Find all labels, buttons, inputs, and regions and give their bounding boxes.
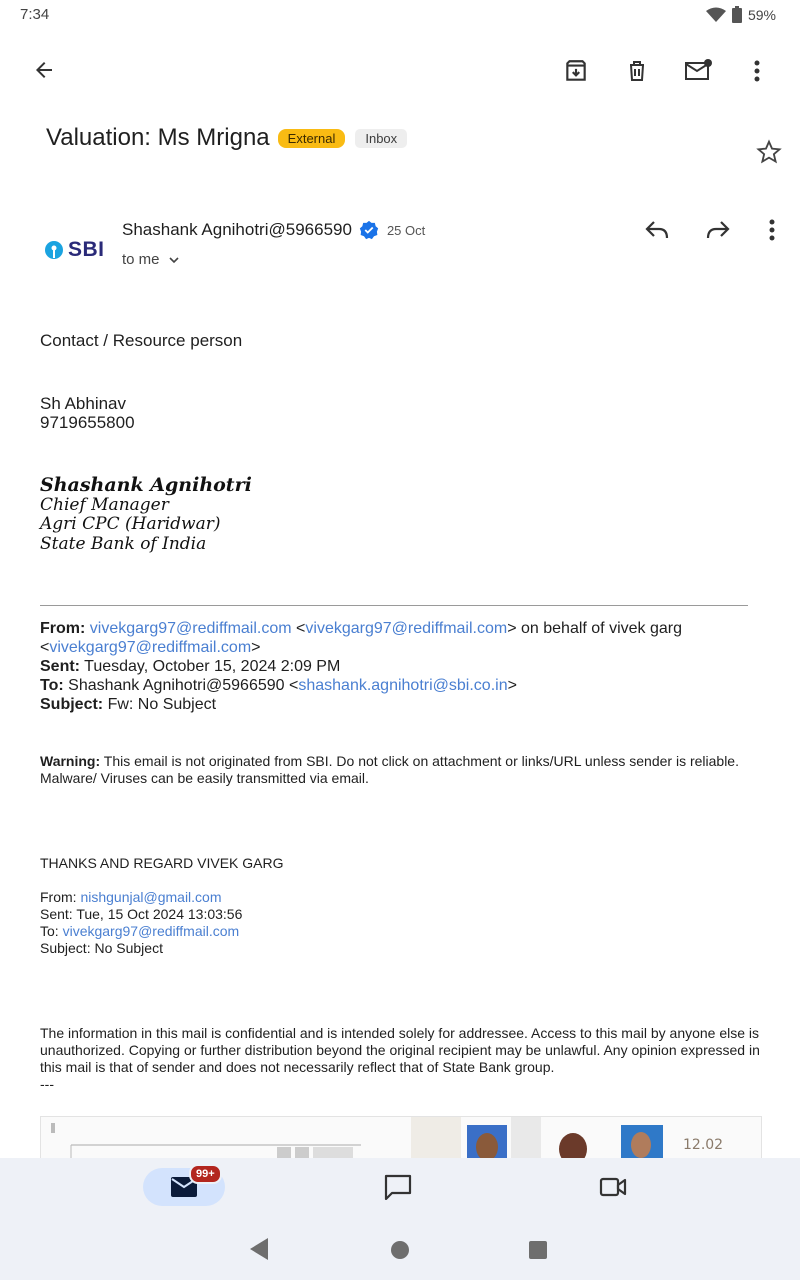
archive-icon [563, 58, 589, 84]
warning-notice [40, 753, 760, 787]
external-badge: External [278, 129, 346, 148]
signature [40, 476, 252, 554]
thanks-line: THANKS AND REGARD VIVEK GARG [40, 855, 284, 871]
person-name: Sh Abhinav [40, 394, 127, 413]
subject-text: Valuation: Ms Mrigna [46, 124, 270, 151]
signature-name: Shashank Agnihotri [40, 474, 252, 496]
nav-mail[interactable] [143, 1168, 225, 1206]
recipient-text: to me [122, 251, 160, 268]
forward-header [40, 619, 760, 714]
from-label: From: [40, 620, 86, 637]
from-email-link-3[interactable]: vivekgarg97@rediffmail.com [49, 639, 252, 656]
nav-meet[interactable] [593, 1168, 633, 1206]
inbox-label[interactable]: Inbox [355, 129, 407, 148]
inner-from-line [40, 889, 242, 906]
recipient-toggle[interactable] [122, 251, 182, 268]
forward-to-line: To: Shashank Agnihotri@5966590 <shashank.agnihotri@sbi.co.in> [40, 677, 517, 694]
video-icon [599, 1176, 627, 1198]
archive-button[interactable] [556, 51, 596, 91]
back-button[interactable] [24, 50, 64, 90]
battery-icon [732, 6, 742, 23]
subject-value: Fw: No Subject [107, 696, 217, 713]
contact-heading: Contact / Resource person [40, 331, 243, 350]
disclaimer [40, 1025, 760, 1093]
attachment-preview[interactable] [40, 1116, 762, 1161]
wifi-icon [706, 7, 726, 23]
from-behalf: on behalf of vivek garg [521, 620, 682, 637]
forward-icon [705, 219, 731, 241]
system-back-button[interactable] [248, 1236, 270, 1267]
signature-office: Agri CPC (Haridwar) [40, 514, 221, 534]
inner-from-label: From: [40, 889, 77, 905]
person-phone[interactable]: 9719655800 [40, 413, 135, 432]
battery-percent: 59% [747, 6, 776, 23]
sbi-logo-text: SBI [68, 238, 105, 261]
to-label: To: [40, 677, 64, 694]
unread-count-badge: 99+ [189, 1164, 222, 1184]
triangle-back-icon [248, 1236, 270, 1262]
inner-subject-line: Subject: No Subject [40, 940, 163, 956]
forward-button[interactable] [698, 210, 738, 250]
subject-label: Subject: [40, 696, 104, 713]
more-options-button[interactable] [737, 51, 777, 91]
verified-icon [359, 220, 379, 240]
email-subject [46, 124, 407, 152]
inner-to-line [40, 923, 242, 940]
system-recents-button[interactable] [528, 1240, 548, 1265]
back-arrow-icon [32, 58, 56, 82]
circle-home-icon [390, 1240, 410, 1260]
message-more-button[interactable] [752, 210, 792, 250]
sent-label: Sent: [40, 658, 80, 675]
delete-button[interactable] [617, 51, 657, 91]
inner-from-email-link[interactable]: nishgunjal@gmail.com [80, 889, 222, 905]
star-button[interactable] [749, 132, 789, 172]
divider [40, 605, 748, 606]
forward-from-line: From: vivekgarg97@rediffmail.com <vivekgarg97@rediffmail.com> on behalf of vivek garg <vivekgarg97@rediffmail.com> [40, 620, 682, 656]
from-email-link[interactable]: vivekgarg97@rediffmail.com [89, 620, 292, 637]
email-date: 25 Oct [386, 222, 426, 238]
sender-line[interactable] [122, 220, 425, 240]
status-icons [706, 6, 776, 23]
inner-to-label: To: [40, 923, 59, 939]
signature-title: Chief Manager [40, 494, 169, 515]
forward-sent-line [40, 657, 760, 676]
attachment-text: 12.02 [683, 1137, 724, 1153]
inner-forward-header [40, 889, 242, 957]
delete-icon [625, 58, 649, 84]
chat-icon [384, 1174, 412, 1200]
warning-text: This email is not originated from SBI. Do not click on attachment or links/URL unless sender is reliable. Malware/ Viruses can be easily transmitted via email. [40, 753, 739, 786]
sent-value: Tuesday, October 15, 2024 2:09 PM [84, 658, 341, 675]
contact-person [40, 394, 135, 432]
sender-name: Shashank Agnihotri@5966590 [122, 220, 352, 239]
inner-to-email-link[interactable]: vivekgarg97@rediffmail.com [62, 923, 240, 939]
from-email-link-2[interactable]: vivekgarg97@rediffmail.com [305, 620, 508, 637]
nav-chat[interactable] [378, 1168, 418, 1206]
star-icon [756, 139, 782, 165]
inner-sent-line: Sent: Tue, 15 Oct 2024 13:03:56 [40, 906, 243, 922]
mark-unread-icon [684, 59, 712, 83]
mark-unread-button[interactable] [678, 51, 718, 91]
sbi-logo-icon [44, 240, 64, 260]
warning-label: Warning: [40, 753, 101, 769]
chevron-down-icon [166, 252, 182, 268]
system-home-button[interactable] [390, 1240, 410, 1265]
disclaimer-text: The information in this mail is confidential and is intended solely for addressee. Access to this mail by anyone else is unauthorized. Copying or further distribution beyond the original recipient may be unlawful. Any opinion expressed in this mail is that of sender and does not necessarily reflect that of State Bank group. [40, 1025, 760, 1075]
attachment-thumbnail [41, 1117, 761, 1161]
square-recents-icon [528, 1240, 548, 1260]
status-time: 7:34 [20, 6, 50, 23]
reply-button[interactable] [637, 210, 677, 250]
more-vert-icon [769, 219, 775, 241]
forward-subject-line [40, 695, 760, 714]
signature-org: State Bank of India [40, 533, 207, 554]
to-email-link[interactable]: shashank.agnihotri@sbi.co.in [298, 677, 508, 694]
sender-avatar[interactable] [44, 238, 105, 262]
reply-icon [644, 219, 670, 241]
more-vert-icon [754, 60, 760, 82]
disclaimer-end: --- [40, 1076, 54, 1092]
to-name: Shashank Agnihotri@5966590 [68, 677, 285, 694]
